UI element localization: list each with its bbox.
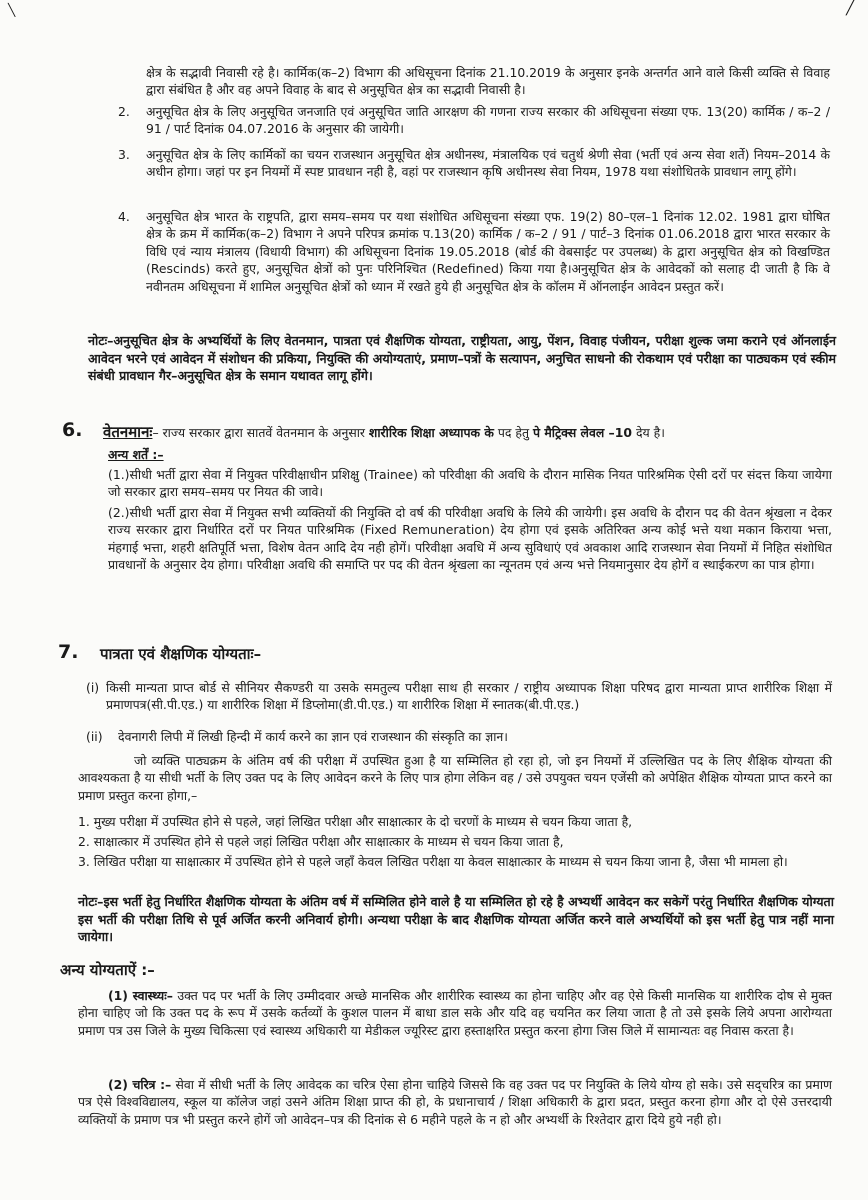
scan-corner-mark: ╲ [8, 3, 16, 17]
character-requirement [78, 1076, 832, 1128]
list-item: अनुसूचित क्षेत्र के लिए अनुसूचित जनजाति एवं अनुसूचित जाति आरक्षण की गणना राज्य सरकार की अधिसूचना संख्या एफ. 13(20) कार्मिक / क–2 / 91 / पार्ट दिनांक 04.07.2016 के अनुसार की जायेगी। [146, 104, 830, 137]
other-conditions-heading: अन्य शर्तें :– [108, 447, 164, 462]
character-text: सेवा में सीधी भर्ती के लिए आवेदक का चरित्र ऐसा होना चाहिये जिससे कि वह उक्त पद पर नियुक्ति के लिये योग्य हो सके। उसे सद्चरित्र का प्रमाण पत्र ऐसे विश्वविद्यालय, स्कूल या कॉलेज जहां उसने अंतिम शिक्षा प्राप्त की हो, के प्रधानाचार्य / शिक्षा अधिकारी के द्वारा प्रदत, प्रस्तुत करना होगा और दो ऐसे उत्तरदायी व्यक्तियों के प्रमाण पत्र भी प्रस्तुत करने होगें जो आवेदन–पत्र की दिनांक से 6 महीने पहले के न हो और अभ्यर्थी के रिश्तेदार द्वारा दिये हुये नही हो। [78, 1077, 832, 1127]
numbered-point-1: 1. मुख्य परीक्षा में उपस्थित होने से पहले, जहां लिखित परीक्षा और साक्षात्कार के दो चरणों के माध्यम से चयन किया जाता है, [78, 814, 633, 829]
condition-2: (2.)सीधी भर्ती द्वारा सेवा में नियुक्त सभी व्यक्तियों की नियुक्ति दो वर्ष की परिवीक्षा अवधि के लिये की जायेगी। इस अवधि के दौरान पद की वेतन श्रृंखला न देकर राज्य सरकार द्वारा निर्धारित दरों पर नियत पारिश्रमिक (Fixed Remuneration) देय होगा एवं इसके अतिरिक्त अन्य कोई भत्ते यथा मकान किराया भत्ता, मंहगाई भत्ता, शहरी क्षतिपूर्ति भत्ता, विशेष वेतन आदि देय नही होगें। परिवीक्षा अवधि में अन्य सुविधाएं एवं अवकाश आदि राजस्थान सेवा नियमों में निहित संशोधित प्रावधानों के अनुसार देय होगा। परिवीक्षा अवधि की समाप्ति पर पद की वेतन श्रृंखला का न्यूनतम एवं अन्य भत्ते नियमानुसार देय होगें व स्थाईकरण का पात्र होगा। [108, 505, 832, 573]
eligibility-note: नोटः–इस भर्ती हेतु निर्धारित शैक्षणिक योग्यता के अंतिम वर्ष में सम्मिलित होने वाले है या सम्मिलित हो रहे है अभ्यर्थी आवेदन कर सकेगें परंतु निर्धारित शैक्षणिक योग्यता इस भर्ती की परीक्षा तिथि से पूर्व अर्जित करनी अनिवार्य होगी। अन्यथा परीक्षा के बाद शैक्षणिक योग्यता अर्जित करने वाले अभ्यर्थियों को इस भर्ती हेतु पात्र नहीं माना जायेगा। [78, 894, 834, 945]
pay-scale-line [103, 424, 838, 441]
list-item: अनुसूचित क्षेत्र भारत के राष्ट्रपति, द्वारा समय–समय पर यथा संशोधित अधिसूचना संख्या एफ. 19(2) 80–एल–1 दिनांक 12.02. 1981 द्वारा घोषित क्षेत्र के क्रम में कार्मिक(क–2) विभाग ने अपने परिपत्र क्रमांक प.13(20) कार्मिक / क–2 / 91 / पार्ट–3 दिनांक 01.06.2018 द्वारा भारत सरकार के विधि एवं न्याय मंत्रालय (विधायी विभाग) की अधिसूचना दिनांक 19.05.2018 (बोर्ड की वेबसाईट पर उपलब्ध) के द्वारा अनुसूचित क्षेत्र को विखण्डित (Rescinds) करते हुए, अनुसूचित क्षेत्रों को पुनः परिनिश्चित (Redefined) किया गया है।अनुसूचित क्षेत्र के आवेदकों को सलाह दी जाती है कि वे नवीनतम अधिसूचना में शामिल अनुसूचित क्षेत्रों को ध्यान में रखते हुये ही अनुसूचित क्षेत्र के कॉलम में ऑनलाईन आवेदन प्रस्तुत करें। [146, 209, 830, 294]
health-text: उक्त पद पर भर्ती के लिए उम्मीदवार अच्छे मानसिक और शारीरिक स्वास्थ्य का होना चाहिए और वह ऐसे किसी मानसिक या शारीरिक दोष से मुक्त होना चाहिए जो कि उक्त पद के रूप में उसके कर्तव्यों के कुशल पालन में बाधा डाल सके और यदि वह चयनित कर लिया जाता है तो उसे इसके लिये अपना आरोग्यता प्रमाण पत्र उस जिले के मुख्य चिकित्सा एवं स्वास्थ्य अधिकारी या मेडीकल ज्यूरिस्ट द्वारा हस्ताक्षरित प्रस्तुत करना होगा जिस जिले में सामान्यतः वह निवास करता है। [78, 988, 832, 1038]
final-year-paragraph: जो व्यक्ति पाठ्यक्रम के अंतिम वर्ष की परीक्षा में उपस्थित हुआ है या सम्मिलित हो रहा हो, जो इन नियमों में उल्लिखित पद के लिए शैक्षिक योग्यता की आवश्यकता है या सीधी भर्ती के लिए उक्त पद के लिए आवेदन करने के लिए पात्र होगा लेकिन वह / उसे उपयुक्त चयन एजेंसी को अपेक्षित शैक्षिक योग्यता प्राप्त करने का प्रमाण प्रस्तुत करना होगा,– [78, 753, 832, 803]
character-label: (2) चरित्र :– [108, 1077, 172, 1092]
qualification-ii: देवनागरी लिपी में लिखी हिन्दी में कार्य करने का ज्ञान एवं राजस्थान की संस्कृति का ज्ञान। [118, 729, 508, 744]
health-label: (1) स्वास्थ्यः– [108, 988, 173, 1003]
qualification-i: किसी मान्यता प्राप्त बोर्ड से सीनियर सैकण्डरी या उसके समतुल्य परीक्षा साथ ही सरकार / राष्ट्रीय अध्यापक शिक्षा परिषद द्वारा मान्यता प्राप्त शारीरिक शिक्षा में प्रमाणपत्र(सी.पी.एड.) या शारीरिक शिक्षा में डिप्लोमा(डी.पी.एड.) या शारीरिक शिक्षा में स्नातक(बी.पी.एड.) [106, 680, 832, 713]
numbered-point-2: 2. साक्षात्कार में उपस्थित होने से पहले जहां लिखित परीक्षा और साक्षात्कार के माध्यम से चयन किया जाता है, [78, 834, 564, 849]
section-title: पात्रता एवं शैक्षणिक योग्यताः– [100, 645, 262, 663]
scheduled-area-note: नोटः–अनुसूचित क्षेत्र के अभ्यर्थियों के लिए वेतनमान, पात्रता एवं शैक्षणिक योग्यता, राष्ट्रीयता, आयु, पेंशन, विवाह पंजीयन, परीक्षा शुल्क जमा कराने एवं ऑनलाईन आवेदन भरने एवं आवेदन में संशोधन की प्रकिया, नियुक्ति की अयोग्यताएं, प्रमाण–पत्रों के सत्यापन, अनुचित साधनो की रोकथाम एवं परीक्षा का पाठ्यकम एवं स्कीम संबंधी प्रावधान गैर–अनुसूचित क्षेत्र के समान यथावत लागू होंगे। [88, 333, 836, 384]
numbered-point-3: 3. लिखित परीक्षा या साक्षात्कार में उपस्थित होने से पहले जहॉं केवल लिखित परीक्षा या केवल साक्षात्कार के माध्यम से चयन किया जाना है, जैसा भी मामला हो। [78, 854, 788, 869]
list-number: (ii) [86, 729, 103, 744]
post-name: शारीरिक शिक्षा अध्यापक के [368, 425, 494, 440]
list-number: (i) [86, 680, 100, 695]
pay-text: – राज्य सरकार द्वारा सातवें वेतनमान के अनुसार [152, 425, 369, 440]
other-qualifications-heading: अन्य योग्यताऐं :– [60, 961, 155, 979]
condition-1: (1.)सीधी भर्ती द्वारा सेवा में नियुक्त परिवीक्षाधीन प्रशिक्षु (Trainee) को परिवीक्षा की अवधि के दौरान मासिक नियत पारिश्रमिक ऐसी दरों पर संदत्त किया जायेगा जो सरकार द्वारा समय–समय पर नियत की जावे। [108, 467, 832, 500]
list-number: 3. [118, 147, 130, 162]
list-item: अनुसूचित क्षेत्र के लिए कार्मिकों का चयन राजस्थान अनुसूचित क्षेत्र अधीनस्थ, मंत्रालयिक एवं चतुर्थ श्रेणी सेवा (भर्ती एवं अन्य सेवा शर्ते) नियम–2014 के अधीन होगा। जहां पर इन नियमों में स्पष्ट प्रावधान नही है, वहां पर राजस्थान कृषि अधीनस्थ सेवा नियम, 1978 यथा संशोधितके प्रावधान लागू होंगे। [146, 147, 830, 180]
section-title: वेतनमानः [103, 423, 153, 441]
scan-corner-mark: ╱ [846, 0, 855, 16]
pay-level: पे मैट्रिक्स लेवल –10 [532, 425, 632, 440]
section-number: 6. [62, 419, 83, 441]
list-number: 2. [118, 104, 130, 119]
pay-text: देय है। [632, 425, 665, 440]
health-requirement [78, 987, 832, 1039]
pay-text: पद हेतु [493, 425, 533, 440]
paragraph-continuation: क्षेत्र के सद्भावी निवासी रहे है। कार्मिक(क–2) विभाग की अधिसूचना दिनांक 21.10.2019 के अनुसार इनके अन्तर्गत आने वाले किसी व्यक्ति से विवाह द्वारा संबंधित है और वह अपने विवाह के बाद से अनुसूचित क्षेत्र का सद्भावी निवासी है। [146, 65, 830, 98]
section-number: 7. [58, 641, 79, 663]
list-number: 4. [118, 209, 130, 224]
